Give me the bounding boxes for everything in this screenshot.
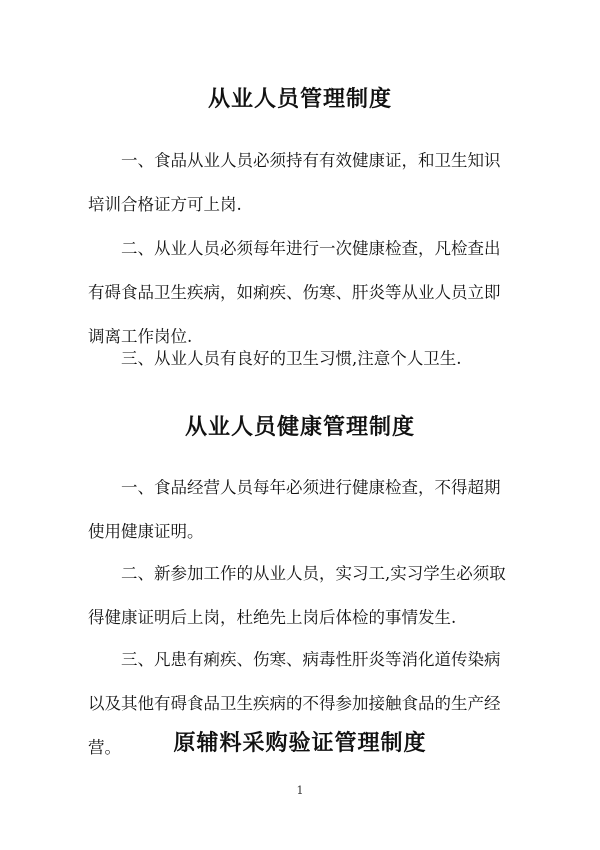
paragraph-health-1: 一、食品经营人员每年必须进行健康检查，不得超期使用健康证明。 [88, 478, 501, 541]
section-title-procurement: 原辅料采购验证管理制度 [173, 731, 427, 756]
paragraph-health-2: 二、新参加工作的从业人员，实习工,实习学生必须取得健康证明后上岗，杜绝先上岗后体检的事情发生. [88, 564, 506, 627]
paragraph-staff-3: 三、从业人员有良好的卫生习惯,注意个人卫生. [121, 349, 462, 368]
paragraph-staff-2: 二、从业人员必须每年进行一次健康检查，凡检查出有碍食品卫生疾病，如痢疾、伤寒、肝炎等从业人员立即调离工作岗位. [88, 239, 501, 346]
section-title-staff-management: 从业人员管理制度 [207, 87, 392, 112]
paragraph-health-3: 三、凡患有痢疾、伤寒、病毒性肝炎等消化道传染病以及其他有碍食品卫生疾病的不得参加接触食品的生产经营。 [88, 650, 501, 757]
paragraph-staff-1: 一、食品从业人员必须持有有效健康证，和卫生知识培训合格证方可上岗. [88, 151, 501, 214]
page-number: 1 [296, 784, 304, 797]
section-title-health-management: 从业人员健康管理制度 [184, 415, 415, 440]
